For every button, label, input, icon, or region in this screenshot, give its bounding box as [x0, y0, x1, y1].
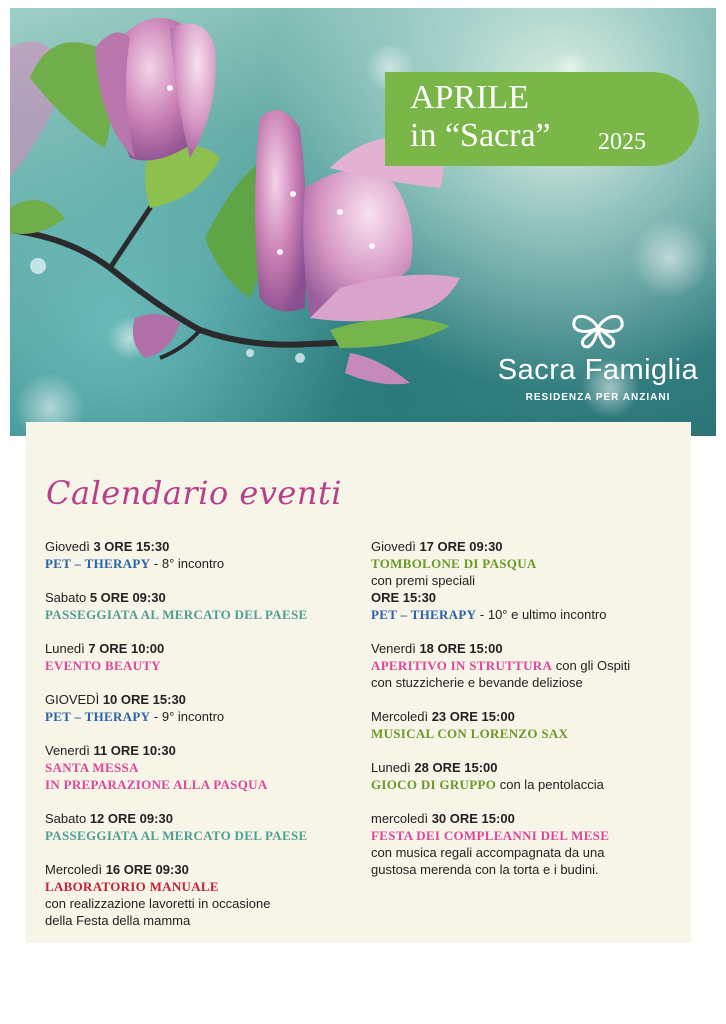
event-day: Mercoledì: [371, 709, 429, 724]
event-suffix: - 8° incontro: [150, 556, 225, 571]
calendar-title: Calendario eventi: [46, 474, 343, 512]
event-item: [371, 640, 671, 691]
event-item: [45, 538, 345, 572]
event-title: TOMBOLONE DI PASQUA: [371, 556, 537, 571]
brand-subtitle: RESIDENZA PER ANZIANI: [525, 392, 671, 403]
event-day: Sabato: [45, 590, 87, 605]
event-note: gustosa merenda con la torta e i budini.: [371, 862, 599, 877]
event-day: Mercoledì: [45, 862, 103, 877]
event-day: Venerdì: [45, 743, 90, 758]
event-time: 17 ORE 09:30: [419, 539, 503, 554]
event-time: 12 ORE 09:30: [89, 811, 173, 826]
events-column-right: [371, 538, 671, 895]
event-day: Giovedì: [371, 539, 416, 554]
event-day: Venerdì: [371, 641, 416, 656]
event-title: PET – THERAPY: [371, 607, 477, 622]
event-suffix: - 10° e ultimo incontro: [476, 607, 607, 622]
event-item: [45, 742, 345, 793]
butterfly-heart-icon: [570, 308, 626, 350]
title-year: 2025: [598, 129, 646, 155]
event-day: GIOVEDÌ: [45, 692, 100, 707]
event-title: APERITIVO IN STRUTTURA: [371, 658, 553, 673]
event-day: Giovedì: [45, 539, 90, 554]
brand-logo: [480, 308, 716, 408]
event-item: [45, 861, 345, 929]
title-subtitle: in “Sacra”: [410, 117, 551, 154]
event-item: [371, 708, 671, 742]
event-title: PET – THERAPY: [45, 556, 151, 571]
event-time: 7 ORE 10:00: [88, 641, 165, 656]
title-month: APRILE: [410, 79, 529, 116]
event-time: 18 ORE 15:00: [419, 641, 503, 656]
event-item: [45, 589, 345, 623]
events-column-left: [45, 538, 345, 946]
event-time: 30 ORE 15:00: [431, 811, 515, 826]
title-banner: [385, 72, 699, 166]
event-note: con musica regali accompagnata da una: [371, 845, 605, 860]
event-item: [45, 640, 345, 674]
event-day: mercoledì: [371, 811, 429, 826]
event-title: SANTA MESSA: [45, 760, 139, 775]
event-time: 23 ORE 15:00: [431, 709, 515, 724]
event-title: GIOCO DI GRUPPO: [371, 777, 497, 792]
event-item: [371, 810, 671, 878]
event-title: MUSICAL CON LORENZO SAX: [371, 726, 569, 741]
event-title: PASSEGGIATA AL MERCATO DEL PAESE: [45, 828, 308, 843]
event-item: [45, 691, 345, 725]
event-item: [371, 538, 671, 623]
event-time: 16 ORE 09:30: [105, 862, 189, 877]
event-day: Lunedì: [45, 641, 85, 656]
event-title: IN PREPARAZIONE ALLA PASQUA: [45, 777, 268, 792]
event-note: con premi speciali: [371, 573, 476, 588]
event-item: [371, 759, 671, 793]
event-day: Sabato: [45, 811, 87, 826]
event-time: 3 ORE 15:30: [93, 539, 170, 554]
event-time: 11 ORE 10:30: [93, 743, 176, 758]
event-day: Lunedì: [371, 760, 411, 775]
event-item: [45, 810, 345, 844]
event-title: PASSEGGIATA AL MERCATO DEL PAESE: [45, 607, 308, 622]
hero-image: [10, 8, 716, 436]
event-suffix: con la pentolaccia: [496, 777, 604, 792]
event-suffix: con gli Ospiti: [552, 658, 631, 673]
event-time: 28 ORE 15:00: [414, 760, 498, 775]
event-note: della Festa della mamma: [45, 913, 191, 928]
event-title: PET – THERAPY: [45, 709, 151, 724]
event-suffix: - 9° incontro: [150, 709, 225, 724]
event-note: con realizzazione lavoretti in occasione: [45, 896, 271, 911]
event-time: 10 ORE 15:30: [102, 692, 186, 707]
event-title: FESTA DEI COMPLEANNI DEL MESE: [371, 828, 610, 843]
event-title: EVENTO BEAUTY: [45, 658, 161, 673]
event-title: LABORATORIO MANUALE: [45, 879, 219, 894]
event-note: con stuzzicherie e bevande deliziose: [371, 675, 583, 690]
event-time: ORE 15:30: [371, 590, 437, 605]
brand-name: Sacra Famiglia: [497, 354, 699, 386]
event-time: 5 ORE 09:30: [89, 590, 166, 605]
calendar-panel: [26, 422, 691, 943]
